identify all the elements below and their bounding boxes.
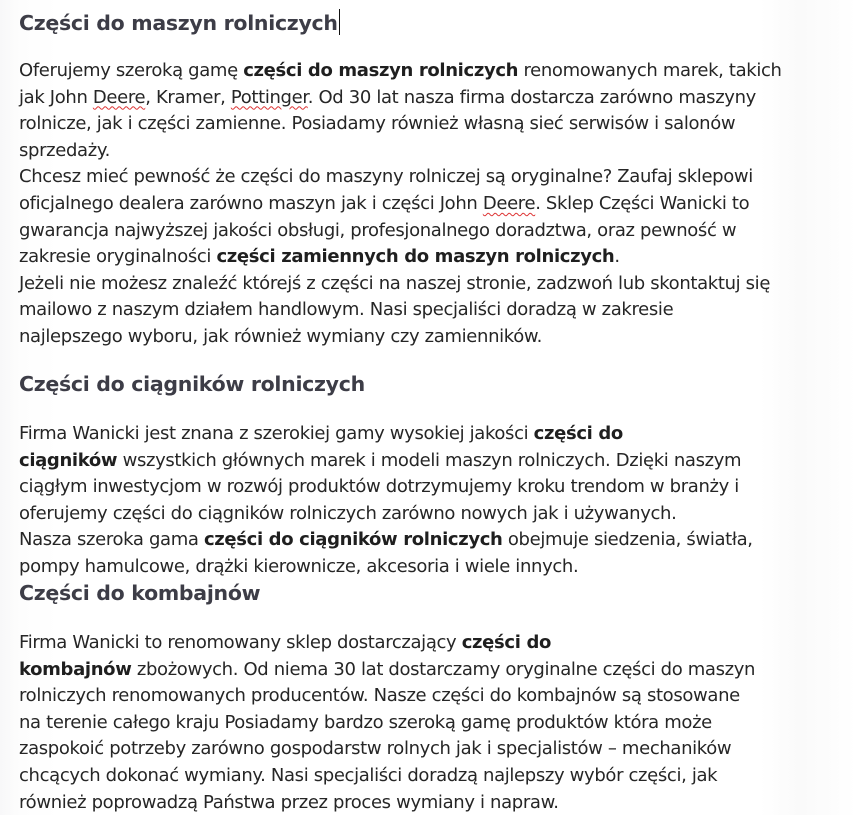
- text-line: [19, 58, 782, 85]
- heading-text: Części do maszyn rolniczych: [19, 11, 338, 35]
- text-line: [19, 448, 753, 475]
- paragraph-maszyny[interactable]: [19, 58, 782, 351]
- bold-text: części do maszyn rolniczych: [243, 60, 519, 81]
- heading-maszyny[interactable]: [19, 9, 340, 35]
- text-line: [19, 527, 753, 554]
- text-run: pompy hamulcowe, drążki kierownicze, akcesoria i wiele innych.: [19, 555, 579, 577]
- text-line: [19, 554, 753, 581]
- heading-kombajny[interactable]: Części do kombajnów: [19, 581, 261, 605]
- text-run: renomowanych marek, takich: [518, 60, 782, 81]
- misspelled-word: Pottinger: [230, 86, 308, 108]
- text-line: [19, 297, 782, 324]
- text-run: rolnicze, jak i części zamienne. Posiadamy również własną sieć serwisów i salonów: [19, 113, 736, 135]
- text-line: [19, 218, 782, 245]
- text-line: [19, 85, 782, 112]
- text-run: Firma Wanicki to renomowany sklep dostarczający: [19, 632, 462, 653]
- text-run: Chcesz mieć pewność że części do maszyny rolniczej są oryginalne? Zaufaj sklepowi: [19, 166, 753, 188]
- text-line: [19, 630, 755, 657]
- text-run: zakresie oryginalności: [19, 246, 217, 268]
- text-line: [19, 164, 782, 191]
- text-run: gwarancja najwyższej jakości obsługi, profesjonalnego doradztwa, oraz pewność w: [19, 219, 737, 241]
- heading-ciagniki[interactable]: Części do ciągników rolniczych: [19, 372, 365, 396]
- text-run: rolniczych renomowanych producentów. Nasze części do kombajnów są stosowane: [19, 685, 740, 707]
- text-run: Jeżeli nie możesz znaleźć którejś z części na naszej stronie, zadzwoń lub skontaktuj się: [19, 272, 771, 294]
- text-line: [19, 474, 753, 501]
- text-line: [19, 683, 755, 710]
- text-run: , Kramer,: [145, 86, 231, 108]
- text-cursor: [339, 9, 340, 35]
- text-line: [19, 111, 782, 138]
- text-run: wszystkich głównych marek i modeli maszyn rolniczych. Dzięki naszym: [117, 449, 742, 471]
- bold-text: części zamiennych do maszyn rolniczych: [216, 246, 615, 268]
- text-run: na terenie całego kraju Posiadamy bardzo szeroką gamę produktów która może: [19, 711, 712, 733]
- text-line: [19, 763, 755, 790]
- paragraph-ciagniki[interactable]: [19, 421, 753, 581]
- text-line: [19, 501, 753, 528]
- bold-text: kombajnów: [19, 658, 132, 680]
- text-line: [19, 138, 782, 165]
- text-run: Firma Wanicki jest znana z szerokiej gamy wysokiej jakości: [19, 423, 534, 444]
- text-run: zaspokoić potrzeby zarówno gospodarstw rolnych jak i specjalistów – mechaników: [19, 738, 732, 760]
- misspelled-word: Deere: [92, 86, 146, 108]
- text-run: sprzedaży.: [19, 139, 110, 161]
- text-line: [19, 324, 782, 351]
- bold-text: części do: [533, 423, 623, 444]
- text-run: Oferujemy szeroką gamę: [19, 60, 244, 81]
- text-run: również poprowadzą Państwa przez proces wymiany i napraw.: [19, 791, 559, 813]
- text-run: oferujemy części do ciągników rolniczych zarówno nowych jak i używanych.: [19, 502, 677, 524]
- text-run: chcących dokonać wymiany. Nasi specjaliści doradzą najlepszy wybór części, jak: [19, 764, 718, 786]
- text-run: oficjalnego dealera zarówno maszyn jak i części John: [19, 192, 483, 214]
- text-run: Nasza szeroka gama: [19, 529, 204, 551]
- text-run: ciągłym inwestycjom w rozwój produktów dotrzymujemy kroku trendom w branży i: [19, 476, 739, 498]
- misspelled-word: Deere: [482, 192, 536, 214]
- text-line: [19, 244, 782, 271]
- text-line: [19, 421, 753, 448]
- paragraph-kombajny[interactable]: [19, 630, 755, 816]
- text-run: obejmuje siedzenia, światła,: [502, 529, 753, 551]
- bold-text: części do ciągników rolniczych: [203, 529, 503, 551]
- text-run: jak John: [19, 86, 93, 108]
- text-line: [19, 736, 755, 763]
- text-run: .: [614, 246, 620, 268]
- text-run: najlepszego wyboru, jak również wymiany czy zamienników.: [19, 325, 542, 347]
- text-run: . Od 30 lat nasza firma dostarcza zarówno maszyny: [307, 86, 756, 108]
- bold-text: części do: [461, 632, 552, 653]
- text-line: [19, 271, 782, 298]
- text-line: [19, 191, 782, 218]
- text-run: zbożowych. Od niema 30 lat dostarczamy oryginalne części do maszyn: [131, 658, 756, 680]
- text-run: . Sklep Części Wanicki to: [535, 192, 750, 214]
- text-line: [19, 657, 755, 684]
- text-line: [19, 710, 755, 737]
- bold-text: ciągników: [19, 449, 118, 471]
- text-run: mailowo z naszym działem handlowym. Nasi specjaliści doradzą w zakresie: [19, 299, 674, 321]
- text-line: [19, 790, 755, 816]
